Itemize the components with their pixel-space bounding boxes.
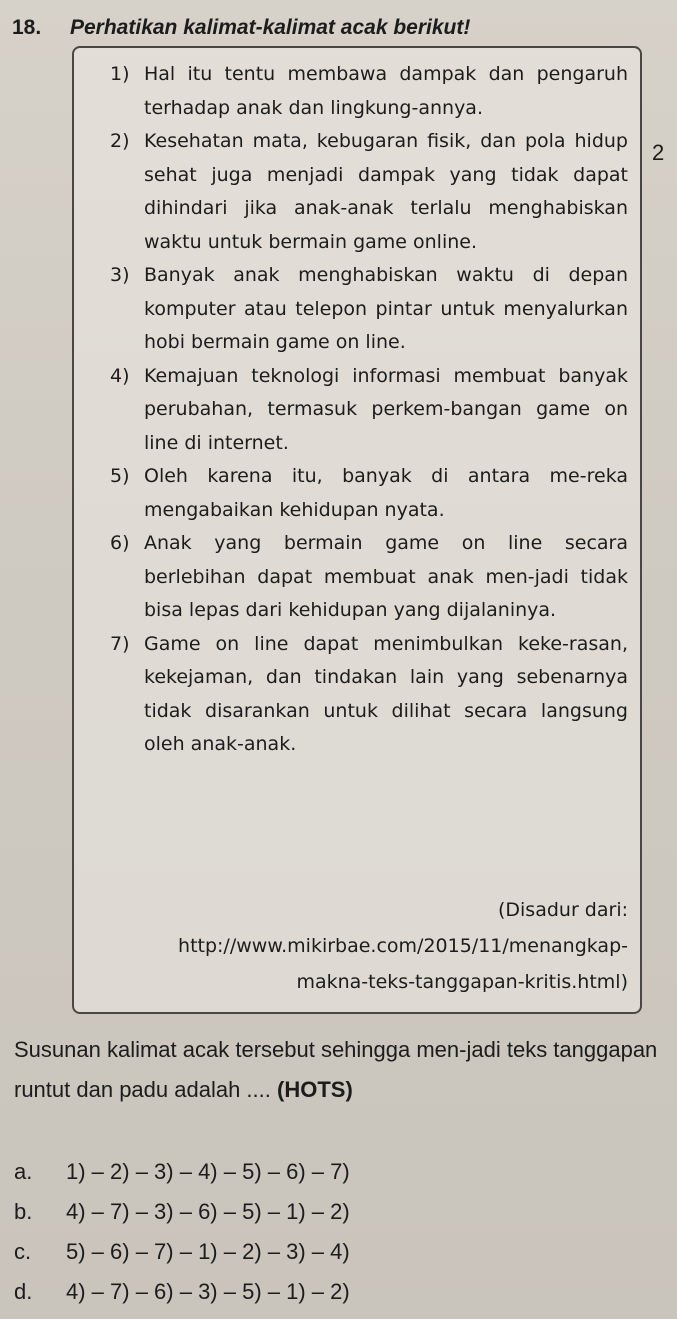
- sentence-number: 5): [110, 465, 130, 487]
- answer-option[interactable]: [14, 1192, 350, 1232]
- sentence-text: Anak yang bermain game on line secara berlebihan dapat membuat anak men-jadi tidak bisa lepas dari kehidupan yang dijalaninya.: [144, 532, 628, 621]
- question-number: 18.: [12, 16, 42, 39]
- option-letter: c.: [14, 1239, 32, 1264]
- sentence-item: [110, 58, 628, 125]
- option-letter: a.: [14, 1159, 33, 1184]
- sentence-number: 7): [110, 632, 130, 655]
- sentence-item: [110, 125, 628, 259]
- sentence-item: [110, 628, 628, 762]
- answer-option[interactable]: [14, 1152, 350, 1192]
- option-text: 1) – 2) – 3) – 4) – 5) – 6) – 7): [66, 1159, 350, 1184]
- sentence-number: 1): [110, 63, 130, 85]
- sentence-text: Hal itu tentu membawa dampak dan pengaruh terhadap anak dan lingkung-annya.: [144, 63, 628, 119]
- answer-option[interactable]: [14, 1232, 350, 1272]
- sentence-item: [110, 259, 628, 360]
- sentence-number: 2): [110, 130, 130, 152]
- prompt-text: Susunan kalimat acak tersebut sehingga men-jadi teks tanggapan runtut dan padu adalah ....: [14, 1037, 658, 1102]
- option-text: 5) – 6) – 7) – 1) – 2) – 3) – 4): [66, 1239, 350, 1264]
- question-prompt: [14, 1030, 666, 1110]
- sentence-text: Game on line dapat menimbulkan keke-rasan, kekejaman, dan tindakan lain yang sebenarnya tidak disarankan untuk dilihat secara langsung oleh anak-anak.: [144, 632, 628, 755]
- question-instruction: Perhatikan kalimat-kalimat acak berikut!: [70, 16, 471, 39]
- answer-options: [14, 1152, 350, 1312]
- sentence-text: Banyak anak menghabiskan waktu di depan komputer atau telepon pintar untuk menyalurkan hobi bermain game on line.: [144, 264, 628, 353]
- sentence-item: [110, 360, 628, 461]
- answer-option[interactable]: [14, 1272, 350, 1312]
- sentence-text: Kesehatan mata, kebugaran fisik, dan pola hidup sehat juga menjadi dampak yang tidak dapat dihindari jika anak-anak terlalu menghabiskan waktu untuk bermain game online.: [144, 130, 628, 253]
- sentence-item: [110, 460, 628, 527]
- sentence-number: 6): [110, 532, 130, 554]
- sentence-list: [110, 58, 628, 762]
- source-citation: (Disadur dari: http://www.mikirbae.com/2015/11/menangkap-makna-teks-tanggapan-kritis.html): [178, 899, 628, 993]
- hots-label: (HOTS): [277, 1077, 353, 1102]
- option-letter: d.: [14, 1279, 33, 1304]
- side-page-number: 2: [652, 140, 665, 165]
- sentence-number: 4): [110, 364, 130, 387]
- sentence-text: Kemajuan teknologi informasi membuat banyak perubahan, termasuk perkem-bangan game on line di internet.: [144, 364, 628, 454]
- sentence-item: [110, 527, 628, 628]
- option-text: 4) – 7) – 3) – 6) – 5) – 1) – 2): [66, 1199, 350, 1224]
- option-letter: b.: [14, 1199, 33, 1224]
- sentence-text: Oleh karena itu, banyak di antara me-reka mengabaikan kehidupan nyata.: [144, 465, 628, 521]
- option-text: 4) – 7) – 6) – 3) – 5) – 1) – 2): [66, 1279, 350, 1304]
- sentence-number: 3): [110, 264, 130, 286]
